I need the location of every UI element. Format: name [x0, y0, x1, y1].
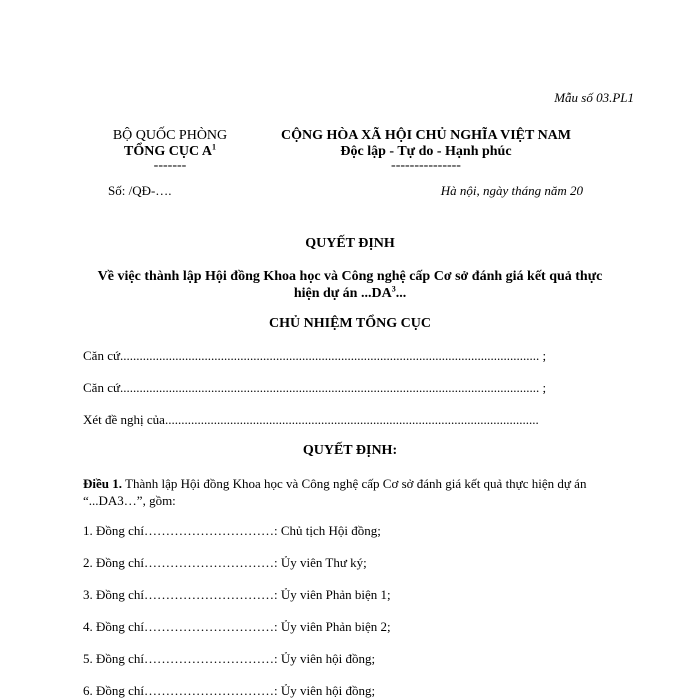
issuer-divider: -------	[153, 158, 187, 173]
article-1	[83, 475, 623, 509]
nation-name: CỘNG HÒA XÃ HỘI CHỦ NGHĨA VIỆT NAM	[280, 128, 571, 143]
member-line: 3. Đồng chí…………………………: Ủy viên Phản biện 1;	[83, 587, 391, 602]
article-label: Điều 1.	[83, 476, 122, 491]
proposal-line: Xét đề nghị của...................................................................................................................	[83, 412, 539, 427]
member-line: 2. Đồng chí…………………………: Ủy viên Thư ký;	[83, 555, 367, 570]
article-text: Thành lập Hội đồng Khoa học và Công nghệ cấp Cơ sở đánh giá kết quả thực hiện dự án “...DA3…”, gồm:	[83, 476, 587, 508]
member-line: 1. Đồng chí…………………………: Chủ tịch Hội đồng;	[83, 523, 381, 538]
member-line: 6. Đồng chí…………………………: Ủy viên hội đồng;	[83, 683, 376, 698]
department-name: TỔNG CỤC $A^1$	[124, 142, 216, 159]
legal-basis-line: Căn cứ................................................................................................................................. ;	[83, 380, 547, 395]
issuing-authority: CHỦ NHIỆM TỔNG CỤC	[269, 316, 431, 331]
document-date: Hà nội, ngày tháng năm 20	[440, 183, 583, 198]
document-number: Số: /QĐ-….	[108, 183, 172, 198]
ministry-name: BỘ QUỐC PHÒNG	[112, 128, 228, 143]
issuer-header	[100, 128, 240, 172]
nation-motto: Độc lập - Tự do - Hạnh phúc	[340, 144, 512, 159]
footnote-marker: 3	[391, 284, 396, 294]
decision-heading: QUYẾT ĐỊNH:	[302, 443, 398, 458]
footnote-marker: 1	[211, 142, 216, 152]
member-line: 4. Đồng chí…………………………: Ủy viên Phản biện 2;	[83, 619, 391, 634]
document-subject: Về việc thành lập Hội đồng Khoa học và Công nghệ cấp Cơ sở đánh giá kết quả thực hiện dự án $...DA^3$...	[97, 269, 603, 301]
document-title: QUYẾT ĐỊNH	[305, 236, 395, 251]
legal-basis-line: Căn cứ................................................................................................................................. ;	[83, 348, 547, 363]
nation-header	[266, 128, 586, 172]
member-line: 5. Đồng chí…………………………: Ủy viên hội đồng;	[83, 651, 376, 666]
nation-divider: ---------------	[391, 158, 461, 173]
form-number: Mẫu số 03.PL1	[554, 90, 634, 105]
